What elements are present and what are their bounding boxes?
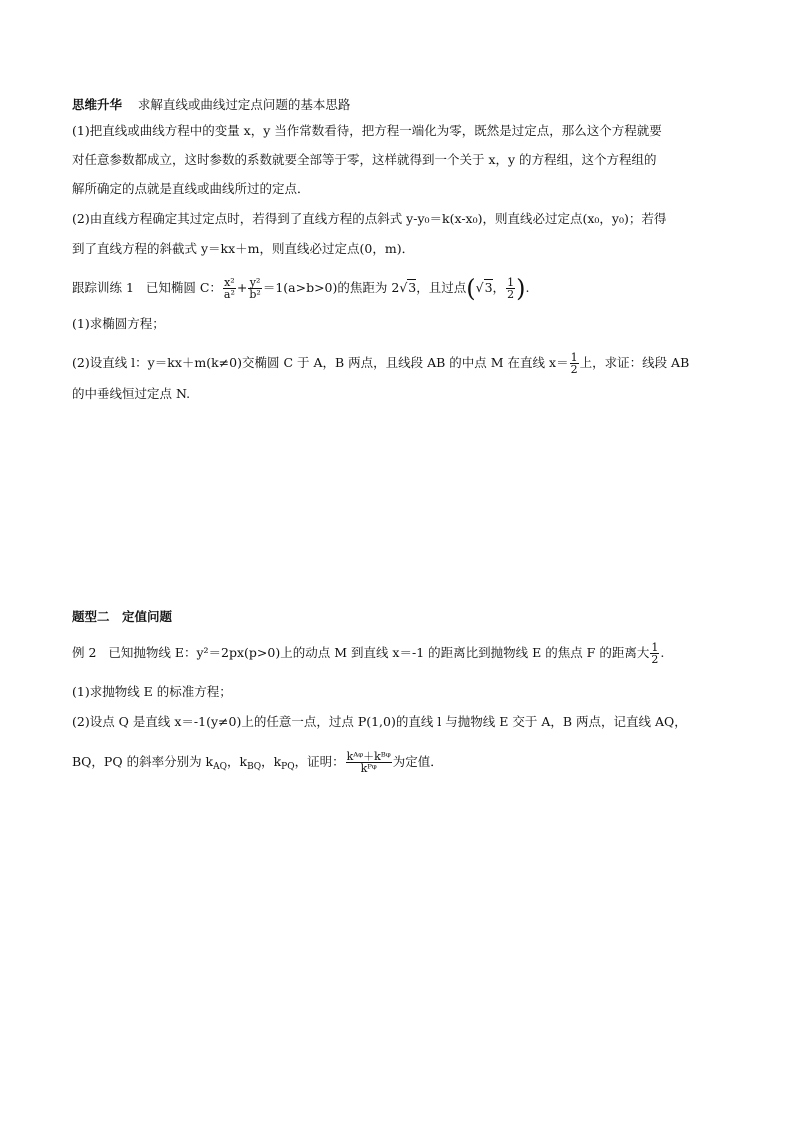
exercise1-q1: (1)求椭圆方程； (72, 316, 165, 331)
summary-p2-line1: (2)由直线方程确定其过定点时，若得到了直线方程的点斜式 y-y₀＝k(x-x₀)，则直线必过定点(x₀，y₀)；若得 (72, 211, 667, 226)
point-x: √3 (475, 280, 493, 295)
example2-q2-line2: BQ，PQ 的斜率分别为 $k_{AQ}$，$k_{BQ}$，$k_{PQ}$，证明： $\frac{\text{kᴬᵠ＋kᴮᵠ}}{\text{kᴾᵠ}}$ 为定值． (72, 750, 443, 775)
fraction-ex2-half: $\frac{1}{2}$ (651, 641, 659, 666)
summary-p1-line1: (1)把直线或曲线方程中的变量 x，y 当作常数看待，把方程一端化为零，既然是过定点，那么这个方程就要 (72, 123, 662, 138)
summary-heading-text: 求解直线或曲线过定点问题的基本思路 (137, 97, 351, 112)
example2-statement: 例 2 已知抛物线 E：y²＝2px(p>0)上的动点 M 到直线 x＝-1 的距离比到抛物线 E 的焦点 F 的距离大 $\frac{1}{2}$ . (72, 641, 665, 666)
fraction-x2-a2: $\frac{\text{x²}}{\text{a²}}$ (223, 276, 235, 301)
sqrt-3: √3 (399, 280, 417, 295)
fraction-y2-b2: $\frac{\text{y²}}{\text{b²}}$ (249, 276, 261, 301)
example2-label: 例 2 (72, 645, 97, 660)
ellipse-condition: ＝1(a>b>0)的焦距为 2 (262, 280, 400, 295)
example2-q2-line1: (2)设点 Q 是直线 x＝-1(y≠0)上的任意一点，过点 P(1,0)的直线 l 与抛物线 E 交于 A，B 两点，记直线 AQ， (72, 714, 687, 729)
section2-heading: 题型二 定值问题 (72, 609, 173, 624)
fraction-slopes: $\frac{\text{kᴬᵠ＋kᴮᵠ}}{\text{kᴾᵠ}}$ (346, 750, 391, 775)
summary-heading-line (72, 96, 350, 114)
example2-q1: (1)求抛物线 E 的标准方程； (72, 684, 232, 699)
fraction-one-half: $\frac{1}{2}$ (507, 276, 515, 301)
exercise1-q2-line2: 的中垂线恒过定点 N. (72, 386, 191, 401)
exercise1-q2-line1: (2)设直线 l：y＝kx＋m(k≠0)交椭圆 C 于 A，B 两点，且线段 AB 的中点 M 在直线 x＝ $\frac{1}{2}$ 上，求证：线段 AB (72, 351, 690, 376)
summary-p2-line2: 到了直线方程的斜截式 y＝kx＋m，则直线必过定点(0，m)． (72, 241, 415, 256)
summary-heading: 思维升华 (72, 97, 123, 112)
summary-p1-line3: 解所确定的点就是直线或曲线所过的定点． (72, 181, 310, 196)
exercise1-label: 跟踪训练 1 (72, 280, 134, 295)
summary-p1-line2: 对任意参数都成立，这时参数的系数就要全部等于零，这样就得到一个关于 x，y 的方程组，这个方程组的 (72, 152, 657, 167)
exercise1-intro: 已知椭圆 C： (145, 280, 222, 295)
fraction-q2-half: $\frac{1}{2}$ (570, 351, 578, 376)
exercise1-statement: 跟踪训练 1 已知椭圆 C： $\frac{\text{x²}}{\text{a²}}$ + $\frac{\text{y²}}{\text{b²}}$ ＝1(a>b>0)的焦距为 2√3，且过点(√3， $\frac{1}{2}$ ). (72, 274, 530, 303)
